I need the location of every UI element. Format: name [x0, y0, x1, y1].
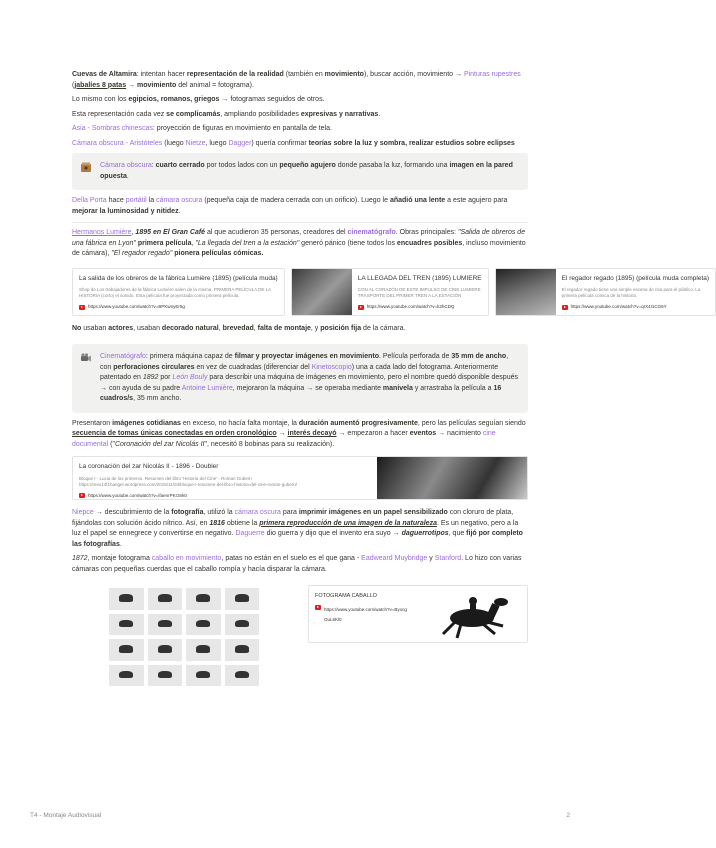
- camera-box-icon: [80, 161, 92, 173]
- bookmark-desc: Shop de Los trabajadores de la fábrica Lumière salen de la misma. PRIMERA PELÍCULA DE LA HISTORIA (corto) el sonido. Esta película fue proyectada como primera película.: [79, 287, 271, 298]
- paragraph-imagenes-cotidianas: Presentaron imágenes cotidianas en exceso, no hacía falta montaje, la duración aumentó progresivamente, pero las películas seguían siendo secuencia de tomas únicas conectadas en orden cronológico → interés decayó → empezaron a hacer eventos → nacimiento cine documental ("Coronación del zar Nicolás II", necesitó 8 bobinas para su realización).: [72, 419, 526, 448]
- horse-rider-icon: [417, 586, 527, 642]
- link-stanford[interactable]: Stanford: [434, 555, 462, 562]
- bookmark-fotograma-caballo[interactable]: [308, 585, 528, 643]
- muybridge-horse-sequence-image: [106, 585, 262, 689]
- bookmark-regador-regado[interactable]: [495, 268, 716, 316]
- footer-title: T4 - Montaje Audiovisual: [30, 812, 102, 819]
- link-niepce[interactable]: Niepce: [72, 509, 94, 516]
- bookmark-title: FOTOGRAMA CABALLO: [315, 593, 377, 599]
- bookmark-coronacion-zar[interactable]: [72, 456, 528, 500]
- horse-media-row: [72, 585, 528, 689]
- link-portatil[interactable]: portátil: [125, 197, 147, 204]
- page-number: 2: [566, 812, 570, 819]
- link-pinturas-rupestres[interactable]: Pinturas rupestres: [463, 71, 521, 78]
- paragraph-altamira: Cuevas de Altamira: intentan hacer representación de la realidad (también en movimiento), buscar acción, movimiento → Pinturas rupestres (jabalíes 8 patas → movimiento del animal = fotograma).: [72, 71, 521, 89]
- link-cinematografo[interactable]: cinematógrafo: [347, 229, 396, 236]
- link-leon-bouly[interactable]: León Bouly: [172, 374, 208, 381]
- bookmark-title: La salida de los obreros de la fábrica Lumière (1895) (película muda): [79, 274, 278, 282]
- bookmark-salida-obreros[interactable]: [72, 268, 285, 316]
- paragraph-lumiere: Hermanos Lumière, 1895 en El Gran Café al que acudieron 35 personas, creadores del cinematógrafo. Obras principales: "Salida de obreros de una fábrica en Lyon" primera película, "La llegada del tren a la estación" generó pánico (tiene todos los encuadres posibles, incluso movimiento de cámara), "El regador regado" pionera películas cómicas.: [72, 229, 526, 257]
- paragraph-muybridge: 1872, montaje fotograma caballo en movimiento, patas no están en el suelo es el que gana - Eadweard Muybridge y Stanford. Lo hizo con varias cámaras con pequeñas cuerdas que el caballo rompía y hacía disparar la cámara.: [72, 555, 522, 573]
- bookmark-desc: https://resu14f1hanger.wordpress.com/2015/11/03/bloque-i-resumen-del-libro-historia-del-cine-roman-gubern/: [79, 481, 298, 487]
- bookmark-url: https://www.youtube.com/watch?v=qrX4I1CG6Y: [570, 304, 667, 309]
- thumbnail-coronacion: [377, 457, 527, 499]
- term-altamira: Cuevas de Altamira: [72, 71, 137, 78]
- link-cinematografo-callout[interactable]: Cinematógrafo: [100, 353, 146, 360]
- bookmark-llegada-tren[interactable]: [291, 268, 489, 316]
- bookmark-url: https://www.youtube.com/watch?v=ifaenrPKr3nk0: [88, 492, 187, 498]
- bookmark-desc: CON AL CORAZÓN DE ESTE IMPULSO DE CINE LUMIERE TRASPORTE DEL PRIMER TREN A LA ESTACIÓN: [357, 287, 481, 298]
- link-camara-obscura-callout[interactable]: Cámara obscura: [100, 162, 152, 169]
- link-cine-documental[interactable]: cine documental: [72, 430, 496, 448]
- paragraph-asia: Asia - Sombras chinescas: proyección de figuras en movimiento en pantalla de tela.: [72, 125, 332, 132]
- callout-camara-obscura: Cámara obscura: cuarto cerrado por todos lados con un pequeño agujero donde pasaba la luz, formando una imagen en la pared opuesta.: [72, 153, 528, 190]
- youtube-icon: [79, 305, 85, 310]
- paragraph-egipcios: Lo mismo con los egipcios, romanos, griegos → fotogramas seguidos de otros.: [72, 96, 325, 103]
- link-sombras-chinescas[interactable]: Asia - Sombras chinescas: [72, 125, 153, 132]
- link-camara-obscura[interactable]: Cámara obscura - Aristóteles: [72, 139, 163, 147]
- link-nietze[interactable]: Nietze: [185, 139, 206, 147]
- link-kinetoscopio[interactable]: Kinetoscopio: [311, 363, 352, 371]
- youtube-icon: [358, 305, 364, 310]
- youtube-icon: [79, 493, 85, 498]
- page-footer: [30, 812, 570, 819]
- bookmark-url: https://www.youtube.com/watch?v=BPKwnyEr5g: [88, 304, 185, 309]
- bookmark-url: https://www.youtube.com/watch?v=k2hCDQ: [366, 304, 455, 309]
- link-camara-oscura-niepce[interactable]: cámara oscura: [234, 509, 281, 516]
- bookmark-url: https://www.youtube.com/watch?v=Byocg OuL6Kl0: [324, 606, 407, 622]
- link-della-porta[interactable]: Della Porta: [72, 197, 107, 204]
- link-antoine-lumiere[interactable]: Antoine Lumière: [181, 384, 233, 392]
- film-projector-icon: [80, 352, 92, 364]
- bookmark-desc: Bloque I - Lucia de los primeros. Resumen del libro 'Historia del Cine' - Roman Gubern: [79, 475, 252, 481]
- video-bookmarks-row: [72, 268, 710, 316]
- link-eadweard-muybridge[interactable]: Eadweard Muybridge: [361, 555, 428, 562]
- youtube-icon: [315, 605, 321, 610]
- link-hermanos-lumiere[interactable]: Hermanos Lumière: [72, 229, 132, 236]
- bookmark-title: El regador regado (1895) (película muda completa): [561, 274, 710, 282]
- link-camara-oscura[interactable]: cámara oscura: [156, 197, 203, 204]
- youtube-icon: [562, 305, 568, 310]
- thumbnail-train: [292, 269, 352, 315]
- page-content: [72, 70, 710, 689]
- divider: [72, 222, 528, 223]
- paragraph-no-actores: No usaban actores, usaban decorado natural, brevedad, falta de montaje, y posición fija de la cámara.: [72, 324, 406, 332]
- callout-cinematografo: Cinematógrafo: primera máquina capaz de filmar y proyectar imágenes en movimiento. Película perforada de 35 mm de ancho, con perforaciones circulares en vez de cuadradas (diferenciar del Kinetoscopio) una a cada lado del fotograma. Anteriormente patentado en 1892 por León Bouly para describir una máquina de imágenes en movimiento, pero el nombre quedó disponible después → con ayuda de su padre Antoine Lumière, mejoraron la máquina → se operaba mediante manivela y arrastraba la película a 16 cuadros/s, 35 mm ancho.: [72, 344, 528, 413]
- bookmark-title: La coronación del zar Nicolás II - 1896 - Doubler: [79, 463, 219, 470]
- thumbnail-horse-rider: [417, 586, 527, 642]
- paragraph-niepce: Niepce → descubrimiento de la fotografía, utilizó la cámara oscura para imprimir imágenes en un papel sensibilizado con cloruro de plata, fijándolas con solución ácido nítrico. Así, en 1816 obtiene la primera reproducción de una imagen de la naturaleza. Es un negativo, pero a la luz el papel se ennegrece y convertirse en negativo. Daguerre dio guerra y dijo que el invento era suyo → daguerrotipos, que fijó por completo las fotografías.: [72, 509, 523, 548]
- paragraph-camara-obscura: Cámara obscura - Aristóteles (luego Nietze, luego Dagger) quería confirmar teorías sobre la luz y sombra, realizar estudios sobre eclipses: [72, 139, 515, 147]
- link-daguerre[interactable]: Daguerre: [235, 530, 265, 537]
- paragraph-representacion: Esta representación cada vez se complicamás, ampliando posibilidades expresivas y narrativas.: [72, 110, 381, 118]
- bookmark-title: LA LLEGADA DEL TREN (1895) LUMIERE: [357, 274, 482, 282]
- thumbnail-garden: [496, 269, 556, 315]
- paragraph-della-porta: Della Porta hace portátil la cámara oscura (pequeña caja de madera cerrada con un orificio). Luego le añadió una lente a este agujero para mejorar la luminosidad y nitidez.: [72, 197, 508, 215]
- link-caballo-movimiento[interactable]: caballo en movimiento: [151, 555, 222, 562]
- bookmark-desc: El regador regado tiene una simple escena de risa para el público. La primera película cómica de la historia.: [561, 287, 701, 298]
- link-dagger[interactable]: Dagger: [228, 139, 252, 147]
